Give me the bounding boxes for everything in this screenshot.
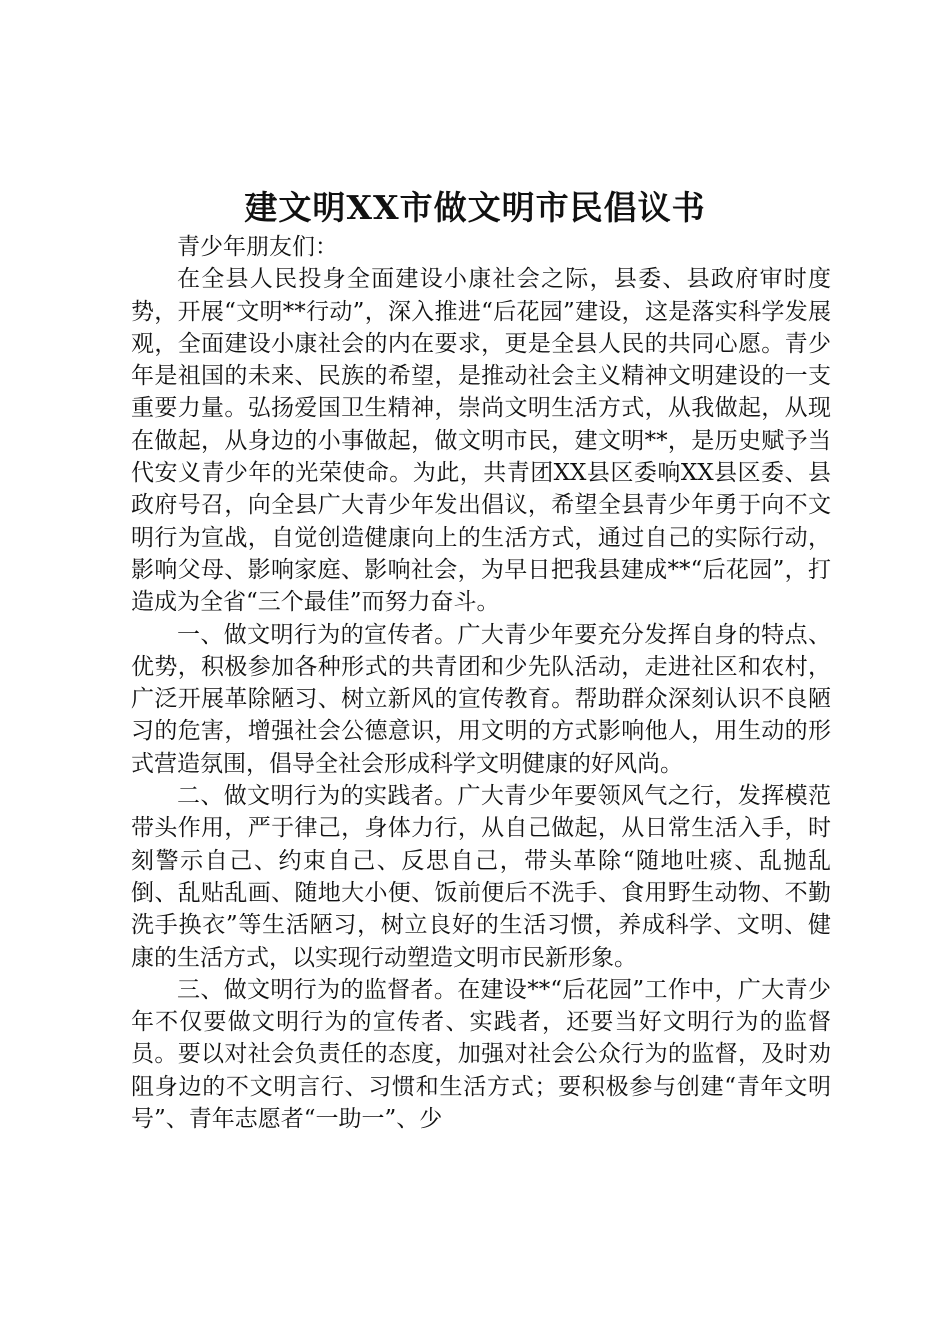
paragraph-section-3: 三、做文明行为的监督者。在建设**“后花园”工作中，广大青少年不仅要做文明行为的宣传者、实践者，还要当好文明行为的监督员。要以对社会负责任的态度，加强对社会公众行为的监督，及时劝阻身边的不文明言行、习惯和生活方式；要积极参与创建“青年文明号”、青年志愿者“一助一”、少 — [131, 976, 831, 1133]
document-title: 建文明XX市做文明市民倡议书 — [244, 188, 706, 227]
paragraph-section-1: 一、做文明行为的宣传者。广大青少年要充分发挥自身的特点、优势，积极参加各种形式的共青团和少先队活动，走进社区和农村，广泛开展革除陋习、树立新风的宣传教育。帮助群众深刻认识不良陋习的危害，增强社会公德意识，用文明的方式影响他人，用生动的形式营造氛围，倡导全社会形成科学文明健康的好风尚。 — [131, 621, 831, 777]
document-body — [131, 231, 831, 1135]
paragraph-intro: 在全县人民投身全面建设小康社会之际，县委、县政府审时度势，开展“文明**行动”，深入推进“后花园”建设，这是落实科学发展观，全面建设小康社会的内在要求，更是全县人民的共同心愿。青少年是祖国的未来、民族的希望，是推动社会主义精神文明建设的一支重要力量。弘扬爱国卫生精神，崇尚文明生活方式，从我做起，从现在做起，从身边的小事做起，做文明市民，建文明**，是历史赋予当代安义青少年的光荣使命。为此，共青团XX县区委响XX县区委、县政府号召，向全县广大青少年发出倡议，希望全县青少年勇于向不文明行为宣战，自觉创造健康向上的生活方式，通过自己的实际行动，影响父母、影响家庭、影响社会，为早日把我县建成**“后花园”，打造成为全省“三个最佳”而努力奋斗。 — [131, 266, 831, 616]
salutation: 青少年朋友们： — [177, 234, 338, 260]
paragraph-section-2: 二、做文明行为的实践者。广大青少年要领风气之行，发挥模范带头作用，严于律己，身体力行，从自己做起，从日常生活入手，时刻警示自己、约束自己、反思自己，带头革除“随地吐痰、乱抛乱倒、乱贴乱画、随地大小便、饭前便后不洗手、食用野生动物、不勤洗手换衣”等生活陋习，树立良好的生活习惯，养成科学、文明、健康的生活方式，以实现行动塑造文明市民新形象。 — [131, 783, 831, 971]
